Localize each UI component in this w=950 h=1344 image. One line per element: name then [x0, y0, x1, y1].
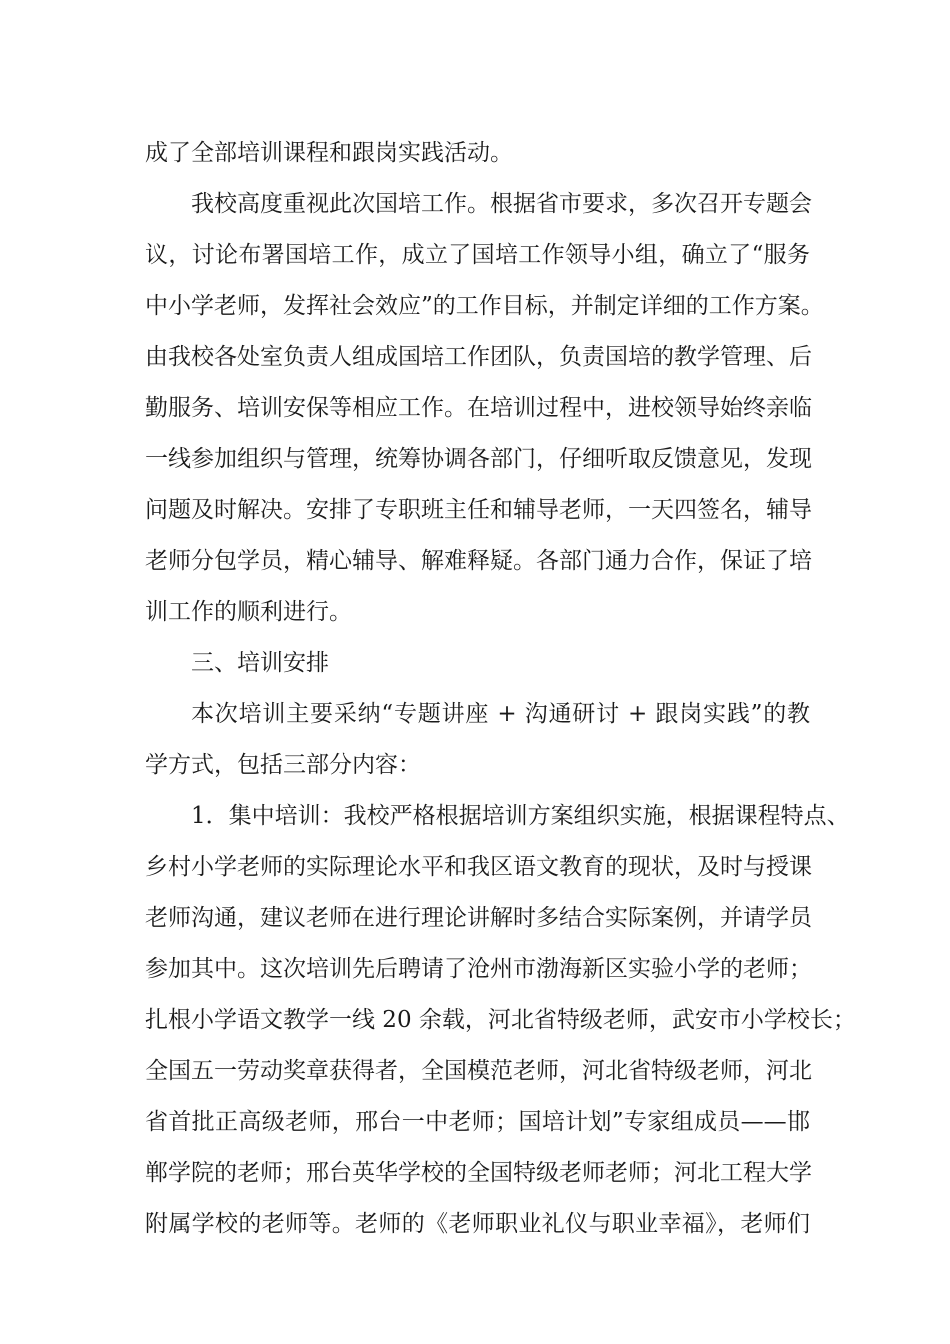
- text-line: 中小学老师，发挥社会效应”的工作目标，并制定详细的工作方案。: [145, 293, 824, 319]
- text-line: 我校高度重视此次国培工作。根据省市要求，多次召开专题会: [191, 191, 812, 217]
- text-line: 勤服务、培训安保等相应工作。在培训过程中，进校领导始终亲临: [145, 395, 812, 421]
- text-line: 附属学校的老师等。老师的《老师职业礼仪与职业幸福》，老师们: [145, 1211, 810, 1237]
- text-line: 成了全部培训课程和跟岗实践活动。: [145, 140, 513, 166]
- text-line: 参加其中。这次培训先后聘请了沧州市渤海新区实验小学的老师；: [145, 956, 812, 982]
- text-line: 老师分包学员，精心辅导、解难释疑。各部门通力合作，保证了培: [145, 548, 812, 574]
- text-line: 本次培训主要采纳“专题讲座 + 沟通研讨 + 跟岗实践”的教: [191, 701, 810, 727]
- text-line: 议，讨论布署国培工作，成立了国培工作领导小组，确立了“服务: [145, 242, 810, 268]
- text-line: 老师沟通，建议老师在进行理论讲解时多结合实际案例，并请学员: [145, 905, 812, 931]
- text-line: 三、培训安排: [191, 650, 329, 676]
- text-line: 1．集中培训：我校严格根据培训方案组织实施，根据课程特点、: [191, 803, 850, 829]
- text-line: 学方式，包括三部分内容：: [145, 752, 421, 778]
- text-line: 全国五一劳动奖章获得者，全国模范老师，河北省特级老师，河北: [145, 1058, 812, 1084]
- document-body: [145, 128, 856, 1250]
- text-line: 省首批正高级老师，邢台一中老师；国培计划”专家组成员——邯: [145, 1109, 810, 1135]
- text-line: 郸学院的老师；邢台英华学校的全国特级老师老师；河北工程大学: [145, 1160, 812, 1186]
- text-line: 乡村小学老师的实际理论水平和我区语文教育的现状，及时与授课: [145, 854, 812, 880]
- text-line: 问题及时解决。安排了专职班主任和辅导老师，一天四签名，辅导: [145, 497, 812, 523]
- text-line: 训工作的顺利进行。: [145, 599, 352, 625]
- text-line: 扎根小学语文教学一线 20 余载，河北省特级老师，武安市小学校长；: [145, 1007, 856, 1033]
- text-line: 一线参加组织与管理，统筹协调各部门，仔细听取反馈意见，发现: [145, 446, 812, 472]
- text-line: 由我校各处室负责人组成国培工作团队，负责国培的教学管理、后: [145, 344, 812, 370]
